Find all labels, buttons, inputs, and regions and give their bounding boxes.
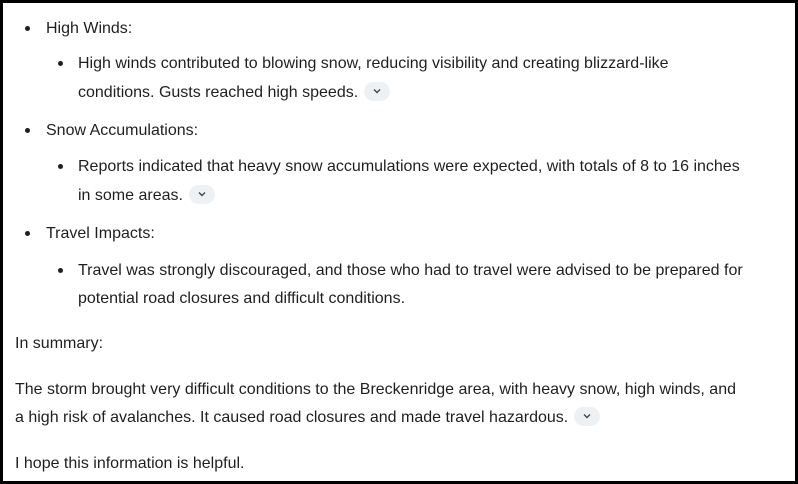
travel-text-line-1: Travel was strongly discouraged, and those who had to travel were advised to be prepared for [78, 262, 743, 279]
chevron-down-icon [197, 191, 207, 198]
section-heading-high-winds: High Winds: [46, 20, 133, 37]
snow-text-line-2-label: in some areas. [78, 187, 183, 204]
bullet-icon [25, 26, 30, 31]
section-heading-snow-accumulations: Snow Accumulations: [46, 122, 199, 139]
snow-text-line-2 [78, 181, 215, 210]
summary-text-line-2-label: a high risk of avalanches. It caused road closures and made travel hazardous. [15, 409, 569, 426]
source-chip-button[interactable] [364, 82, 390, 101]
high-winds-text-line-2 [78, 78, 390, 107]
summary-text-line-1: The storm brought very difficult conditions to the Breckenridge area, with heavy snow, high winds, and [15, 381, 736, 398]
travel-text-line-2: potential road closures and difficult conditions. [78, 290, 406, 307]
summary-heading: In summary: [15, 335, 104, 352]
source-chip-button[interactable] [189, 185, 215, 204]
section-heading-travel-impacts: Travel Impacts: [46, 225, 155, 242]
bullet-icon [58, 61, 63, 66]
chevron-down-icon [582, 413, 592, 420]
closing-text: I hope this information is helpful. [15, 455, 245, 472]
source-chip-button[interactable] [574, 407, 600, 426]
high-winds-text-line-1: High winds contributed to blowing snow, reducing visibility and creating blizzard-like [78, 55, 669, 72]
snow-text-line-1: Reports indicated that heavy snow accumulations were expected, with totals of 8 to 16 inches [78, 158, 740, 175]
high-winds-text-line-2-label: conditions. Gusts reached high speeds. [78, 84, 359, 101]
bullet-icon [25, 231, 30, 236]
bullet-icon [25, 128, 30, 133]
bullet-icon [58, 164, 63, 169]
chevron-down-icon [372, 88, 382, 95]
summary-text-line-2 [15, 403, 600, 432]
bullet-icon [58, 268, 63, 273]
